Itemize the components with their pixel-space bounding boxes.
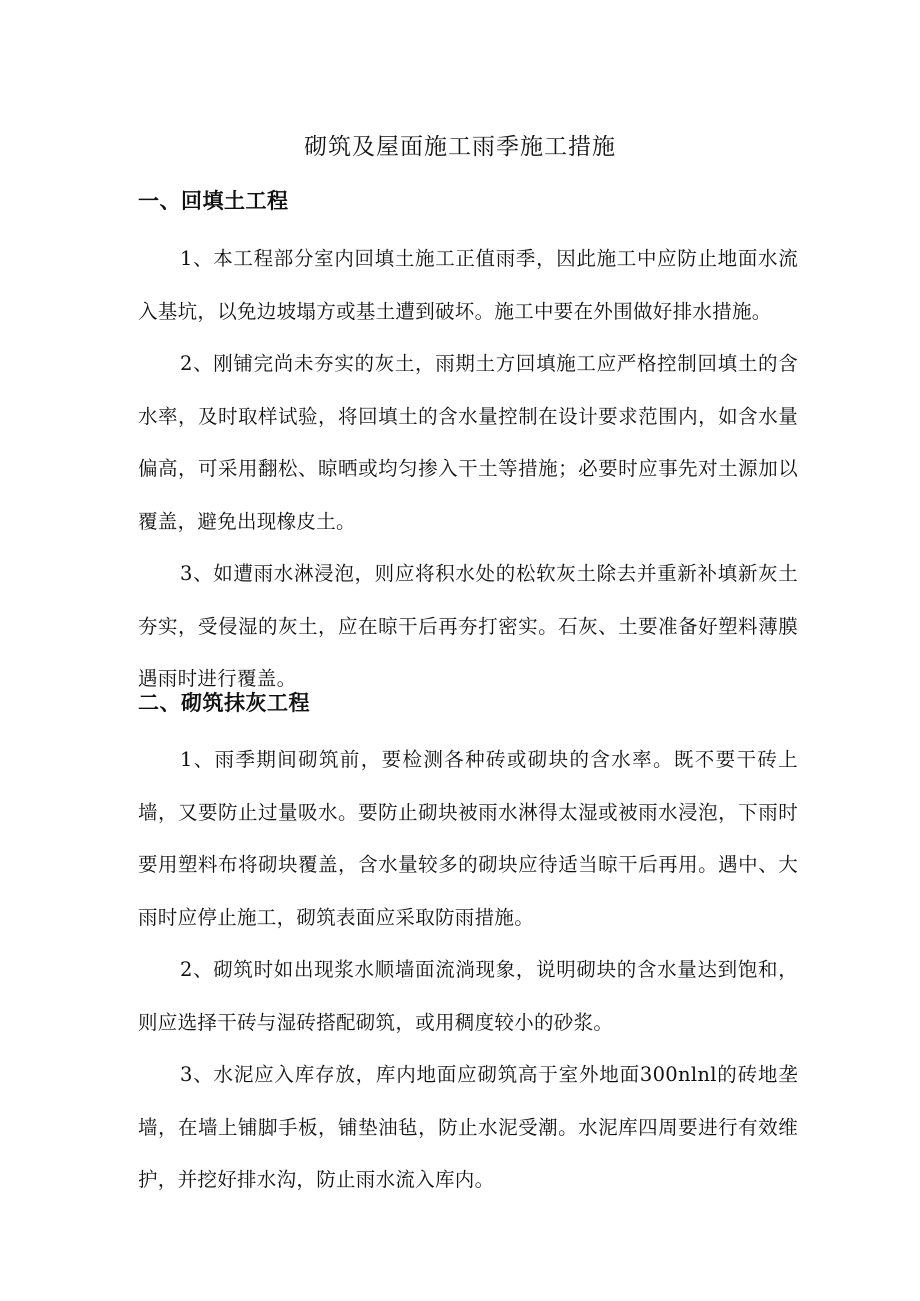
paragraph: 1、本工程部分室内回填土施工正值雨季，因此施工中应防止地面水流入基坑，以免边坡塌方或基土遭到破坏。施工中要在外围做好排水措施。 — [138, 247, 798, 323]
paragraph: 2、砌筑时如出现浆水顺墙面流淌现象，说明砌块的含水量达到饱和，则应选择干砖与湿砖搭配砌筑，或用稠度较小的砂浆。 — [138, 958, 798, 1034]
paragraph: 3、如遭雨水淋浸泡，则应将积水处的松软灰土除去并重新补填新灰土夯实，受侵湿的灰土，应在晾干后再夯打密实。石灰、土要准备好塑料薄膜遇雨时进行覆盖。 — [138, 562, 798, 690]
paragraph: 2、刚铺完尚未夯实的灰土，雨期土方回填施工应严格控制回填土的含水率，及时取样试验，将回填土的含水量控制在设计要求范围内，如含水量偏高，可采用翻松、晾晒或均匀掺入干土等措施；必要时应事先对土源加以覆盖，避免出现橡皮土。 — [138, 352, 798, 533]
section-heading-backfill: 一、回填土工程 — [138, 189, 289, 213]
section-heading-masonry-plaster: 二、砌筑抹灰工程 — [138, 691, 310, 715]
paragraph: 1、雨季期间砌筑前，要检测各种砖或砌块的含水率。既不要干砖上墙，又要防止过量吸水。要防止砌块被雨水淋得太湿或被雨水浸泡，下雨时要用塑料布将砌块覆盖，含水量较多的砌块应待适当晾干后再用。遇中、大雨时应停止施工，砌筑表面应采取防雨措施。 — [138, 748, 798, 929]
paragraph: 3、水泥应入库存放，库内地面应砌筑高于室外地面300nlnl的砖地垄墙，在墙上铺脚手板，铺垫油毡，防止水泥受潮。水泥库四周要进行有效维护，并挖好排水沟，防止雨水流入库内。 — [138, 1063, 798, 1191]
document-title: 砌筑及屋面施工雨季施工措施 — [304, 134, 616, 160]
